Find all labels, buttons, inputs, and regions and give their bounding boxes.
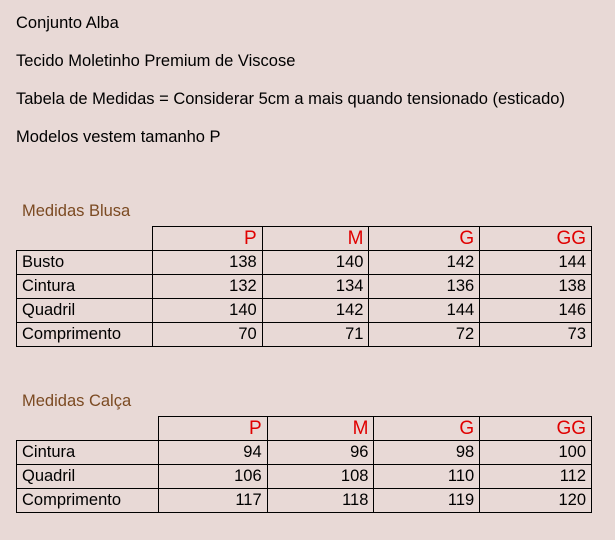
row-label: Busto bbox=[17, 251, 153, 275]
fabric-description: Tecido Moletinho Premium de Viscose bbox=[16, 52, 296, 70]
cell-value: 142 bbox=[262, 299, 369, 323]
cell-value: 144 bbox=[480, 251, 592, 275]
calca-section-title: Medidas Calça bbox=[22, 392, 132, 410]
cell-value: 136 bbox=[369, 275, 480, 299]
row-label: Comprimento bbox=[17, 323, 153, 347]
cell-value: 146 bbox=[480, 299, 592, 323]
size-header-p: P bbox=[158, 417, 267, 441]
cell-value: 138 bbox=[152, 251, 262, 275]
cell-value: 100 bbox=[480, 441, 592, 465]
cell-value: 140 bbox=[152, 299, 262, 323]
row-label: Cintura bbox=[17, 441, 159, 465]
cell-value: 120 bbox=[480, 489, 592, 513]
table-row bbox=[17, 441, 592, 465]
table-row bbox=[17, 251, 592, 275]
cell-value: 134 bbox=[262, 275, 369, 299]
cell-value: 94 bbox=[158, 441, 267, 465]
size-header-g: G bbox=[369, 227, 480, 251]
cell-value: 73 bbox=[480, 323, 592, 347]
table-row bbox=[17, 489, 592, 513]
size-header-m: M bbox=[267, 417, 374, 441]
table-corner-cell bbox=[17, 227, 153, 251]
cell-value: 132 bbox=[152, 275, 262, 299]
table-row bbox=[17, 299, 592, 323]
row-label: Quadril bbox=[17, 465, 159, 489]
table-corner-cell bbox=[17, 417, 159, 441]
cell-value: 96 bbox=[267, 441, 374, 465]
model-size-note: Modelos vestem tamanho P bbox=[16, 128, 221, 146]
blusa-size-table bbox=[16, 226, 592, 347]
row-label: Quadril bbox=[17, 299, 153, 323]
size-header-m: M bbox=[262, 227, 369, 251]
cell-value: 140 bbox=[262, 251, 369, 275]
product-name: Conjunto Alba bbox=[16, 14, 119, 32]
cell-value: 106 bbox=[158, 465, 267, 489]
size-header-gg: GG bbox=[480, 227, 592, 251]
cell-value: 108 bbox=[267, 465, 374, 489]
blusa-section-title: Medidas Blusa bbox=[22, 202, 131, 220]
table-row bbox=[17, 275, 592, 299]
cell-value: 70 bbox=[152, 323, 262, 347]
row-label: Comprimento bbox=[17, 489, 159, 513]
cell-value: 110 bbox=[374, 465, 480, 489]
cell-value: 142 bbox=[369, 251, 480, 275]
cell-value: 72 bbox=[369, 323, 480, 347]
cell-value: 112 bbox=[480, 465, 592, 489]
size-header-p: P bbox=[152, 227, 262, 251]
cell-value: 144 bbox=[369, 299, 480, 323]
cell-value: 119 bbox=[374, 489, 480, 513]
cell-value: 98 bbox=[374, 441, 480, 465]
cell-value: 71 bbox=[262, 323, 369, 347]
cell-value: 138 bbox=[480, 275, 592, 299]
row-label: Cintura bbox=[17, 275, 153, 299]
measurement-note: Tabela de Medidas = Considerar 5cm a mais quando tensionado (esticado) bbox=[16, 90, 565, 108]
calca-size-table bbox=[16, 416, 592, 513]
table-row bbox=[17, 465, 592, 489]
table-header-row bbox=[17, 417, 592, 441]
table-header-row bbox=[17, 227, 592, 251]
cell-value: 118 bbox=[267, 489, 374, 513]
size-header-g: G bbox=[374, 417, 480, 441]
size-header-gg: GG bbox=[480, 417, 592, 441]
table-row bbox=[17, 323, 592, 347]
cell-value: 117 bbox=[158, 489, 267, 513]
